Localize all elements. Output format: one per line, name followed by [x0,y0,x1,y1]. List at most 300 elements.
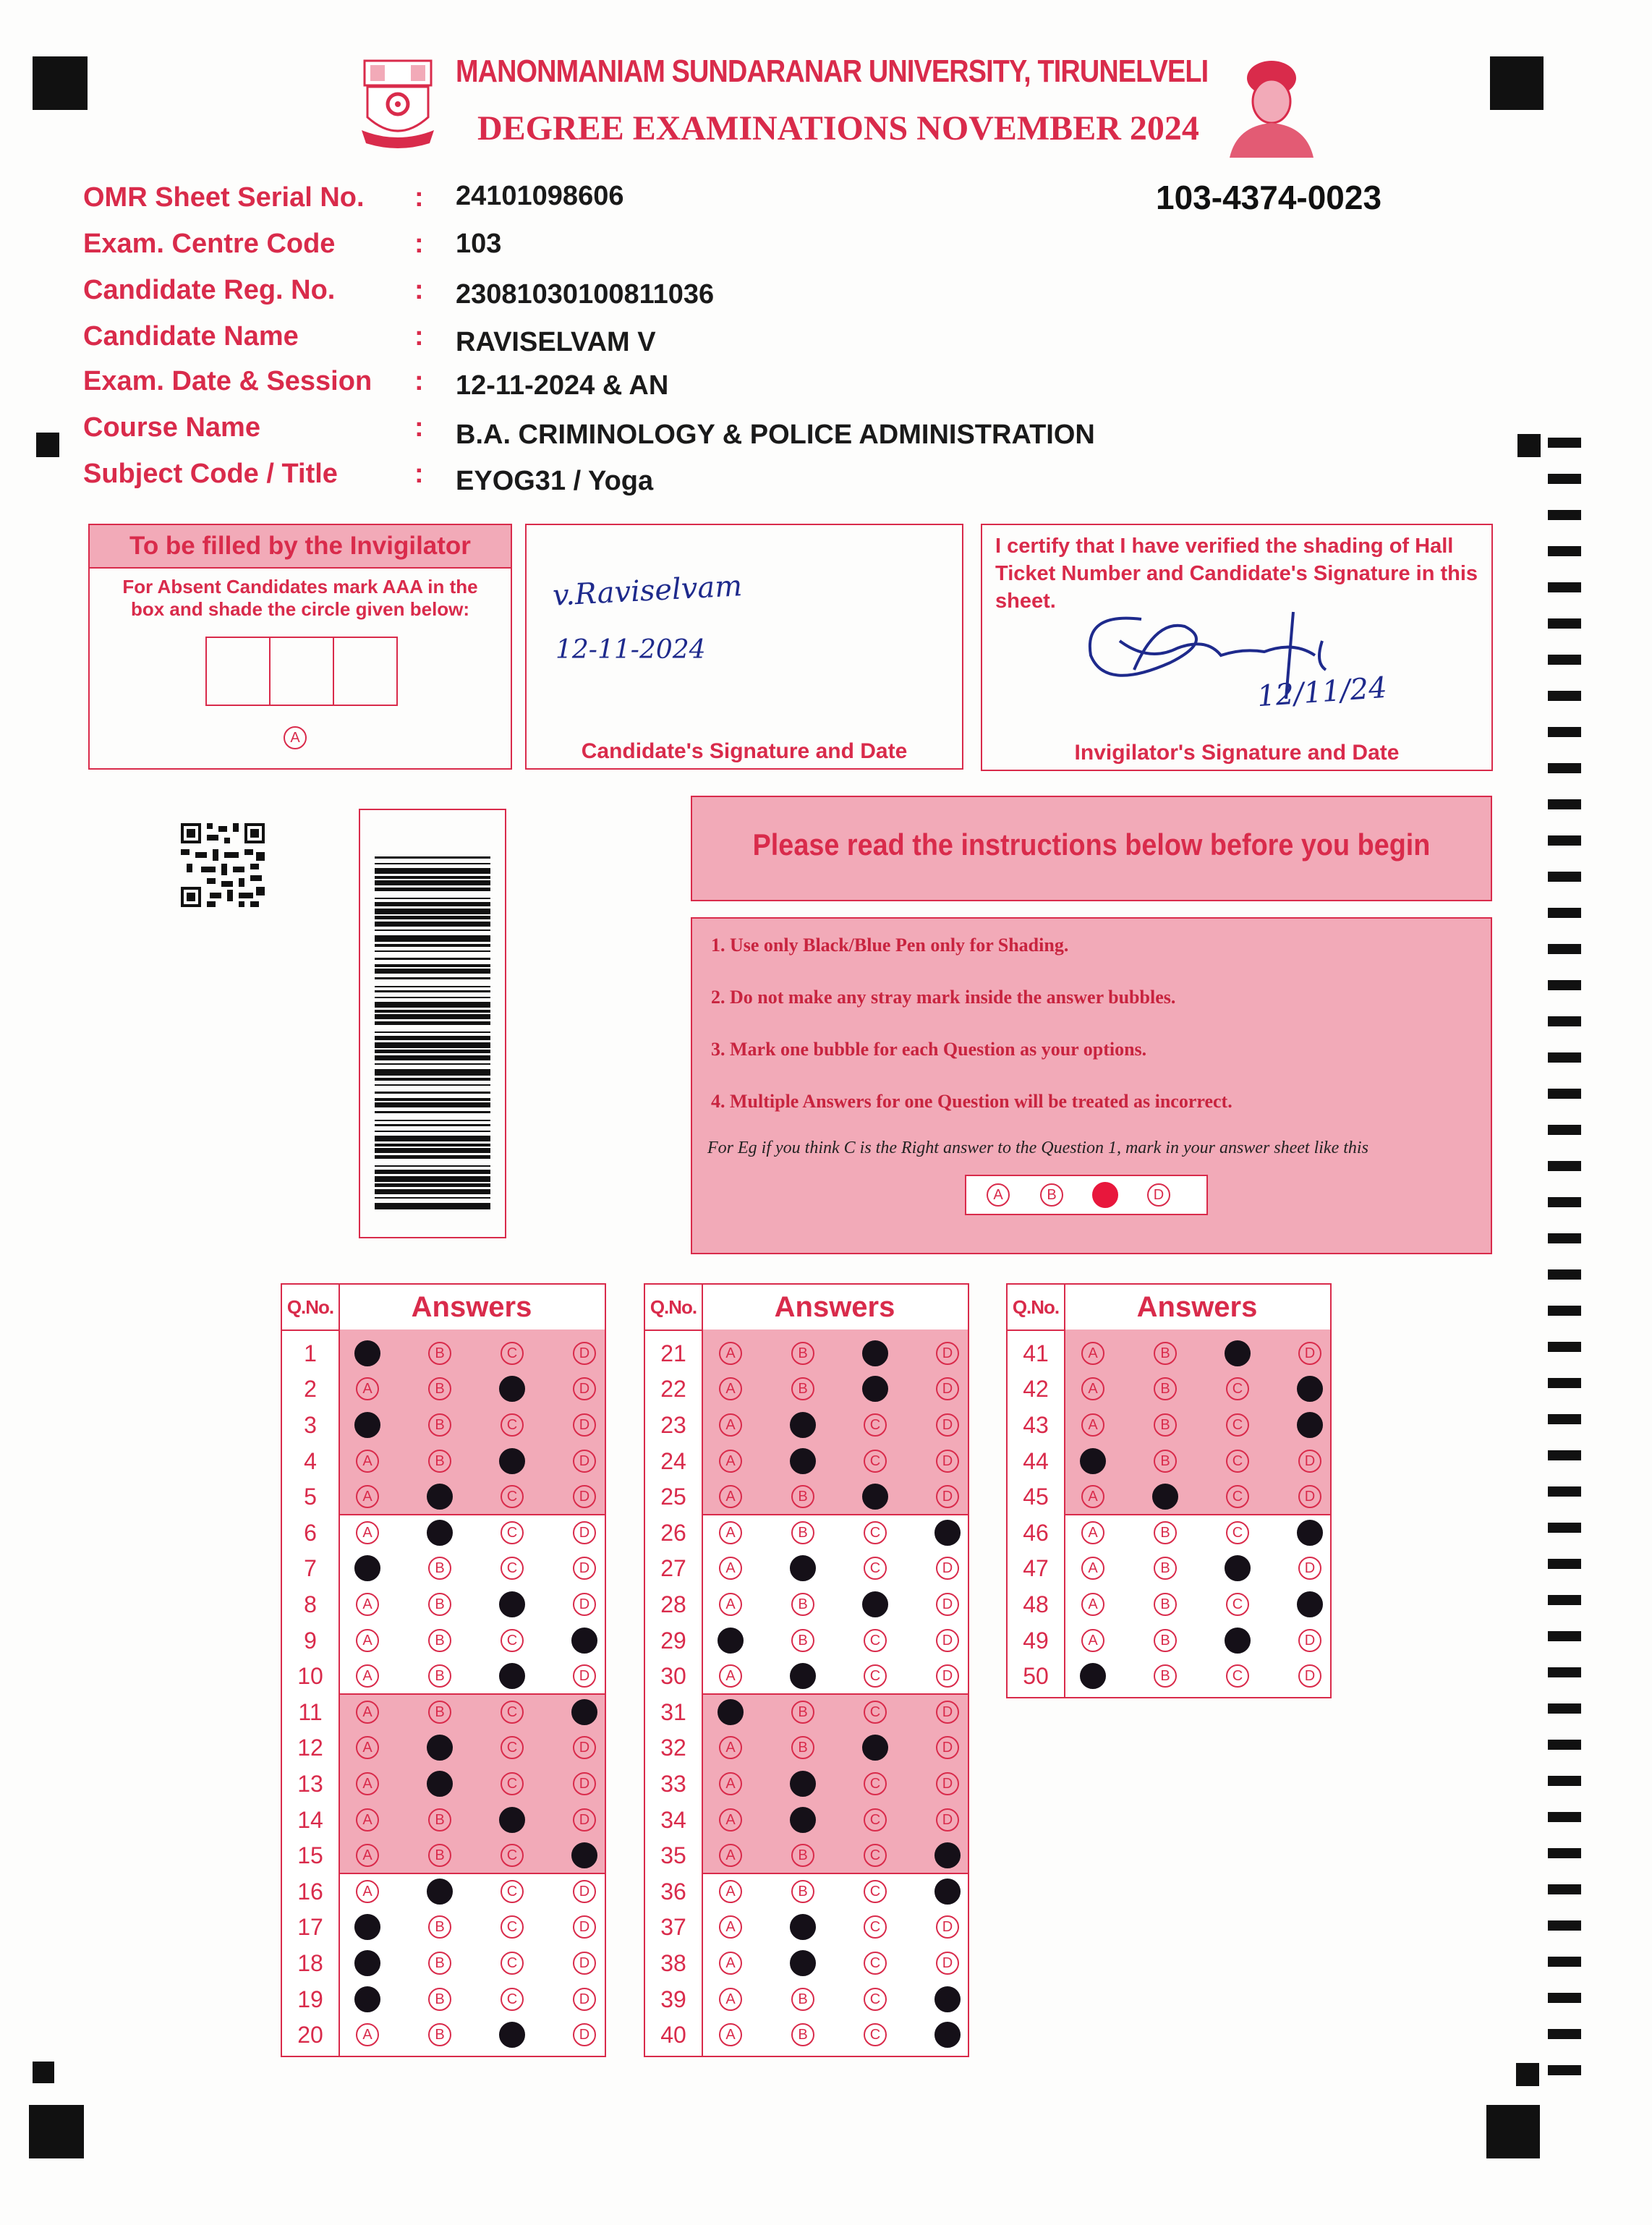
answer-bubble-q13-b[interactable] [427,1771,453,1797]
answer-bubble-q47-c[interactable] [1225,1555,1251,1581]
question-number: 43 [1023,1412,1049,1438]
question-number: 37 [660,1914,686,1941]
answer-bubble-q50-c[interactable]: C [1226,1664,1249,1688]
question-number: 9 [304,1627,317,1654]
answer-table [1006,1283,1332,1698]
answer-bubble-q32-b[interactable]: B [791,1736,814,1759]
answer-bubble-q40-c[interactable]: C [864,2023,887,2046]
answer-bubble-q15-b[interactable]: B [428,1844,451,1867]
answer-bubble-q23-b[interactable] [790,1412,816,1438]
answer-bubble-q41-c[interactable] [1225,1340,1251,1366]
answer-bubble-q41-b[interactable]: B [1154,1342,1177,1365]
timing-mark [1516,2063,1539,2086]
question-number: 44 [1023,1447,1049,1474]
invigilator-certify-box [981,524,1493,771]
timing-mark [1548,1848,1581,1858]
absent-circle[interactable]: A [284,726,307,749]
answer-bubble-q44-a[interactable] [1080,1448,1106,1474]
answer-bubble-q30-b[interactable] [790,1663,816,1689]
answer-bubble-q37-c[interactable]: C [864,1915,887,1939]
answer-bubble-q18-d[interactable]: D [573,1952,596,1975]
barcode [375,856,490,1201]
answer-bubble-q46-b[interactable]: B [1154,1521,1177,1544]
answer-bubble-q45-d[interactable]: D [1298,1485,1321,1508]
answer-bubble-q34-c[interactable]: C [864,1808,887,1832]
invigilator-signature-date: 12/11/24 [1256,671,1389,714]
answer-bubble-q33-c[interactable]: C [864,1772,887,1795]
answer-bubble-q19-c[interactable]: C [501,1988,524,2011]
answer-bubble-q27-d[interactable]: D [936,1557,959,1580]
question-number: 50 [1023,1663,1049,1690]
answer-bubble-q14-b[interactable]: B [428,1808,451,1832]
answer-bubble-q14-c[interactable] [499,1807,525,1833]
field-colon: : [414,182,424,213]
answer-bubble-q46-a[interactable]: A [1081,1521,1104,1544]
answer-bubble-q48-b[interactable]: B [1154,1593,1177,1616]
answer-bubble-q12-c[interactable]: C [501,1736,524,1759]
timing-mark [1490,56,1544,110]
field-colon: : [414,321,424,352]
answer-bubble-q29-d[interactable]: D [936,1629,959,1652]
field-colon: : [414,275,424,305]
qno-header: Q.No. [1008,1285,1065,1330]
field-label-centre-code: Exam. Centre Code [83,229,336,259]
example-bubble-c [1092,1182,1118,1208]
question-number: 8 [304,1591,317,1617]
answer-bubble-q43-a[interactable]: A [1081,1413,1104,1437]
answer-bubble-q27-b[interactable] [790,1555,816,1581]
answer-bubble-q33-b[interactable] [790,1771,816,1797]
answer-bubble-q7-a[interactable] [354,1555,380,1581]
timing-mark [1548,944,1581,954]
answer-bubble-q23-d[interactable]: D [936,1413,959,1437]
question-number: 30 [660,1663,686,1690]
answers-header: Answers [411,1291,532,1323]
row-group-divider [703,1514,968,1515]
answer-bubble-q22-d[interactable]: D [936,1377,959,1400]
answer-bubble-q49-d[interactable]: D [1298,1629,1321,1652]
answer-bubble-q18-b[interactable]: B [428,1952,451,1975]
field-value-course-name: B.A. CRIMINOLOGY & POLICE ADMINISTRATION [456,420,1095,450]
answer-bubble-q27-c[interactable]: C [864,1557,887,1580]
answer-bubble-q47-d[interactable]: D [1298,1557,1321,1580]
answer-bubble-q10-a[interactable]: A [356,1664,379,1688]
timing-mark [1548,655,1581,665]
answer-bubble-q36-c[interactable]: C [864,1880,887,1903]
answer-bubble-q39-b[interactable]: B [791,1988,814,2011]
row-group-divider [703,1873,968,1874]
timing-mark [1548,1233,1581,1243]
answer-bubble-q30-c[interactable]: C [864,1664,887,1688]
answer-bubble-q31-c[interactable]: C [864,1701,887,1724]
answer-bubble-q6-a[interactable]: A [356,1521,379,1544]
answer-bubble-q49-c[interactable] [1225,1628,1251,1654]
answer-bubble-q21-c[interactable] [862,1340,888,1366]
answer-bubble-q20-d[interactable]: D [573,2023,596,2046]
question-number: 21 [660,1340,686,1366]
answer-bubble-q32-d[interactable]: D [936,1736,959,1759]
answer-bubble-q35-b[interactable]: B [791,1844,814,1867]
answer-bubble-q21-d[interactable]: D [936,1342,959,1365]
answer-bubble-q46-c[interactable]: C [1226,1521,1249,1544]
field-value-exam-date: 12-11-2024 & AN [456,370,669,401]
timing-mark [1548,1812,1581,1822]
answer-bubble-q48-c[interactable]: C [1226,1593,1249,1616]
timing-mark [1486,2105,1540,2158]
answer-bubble-q39-d[interactable] [934,1986,961,2012]
question-number: 7 [304,1555,317,1582]
answer-bubble-q24-b[interactable] [790,1448,816,1474]
answer-bubble-q24-a[interactable]: A [719,1450,742,1473]
row-group-divider [703,1693,968,1695]
answer-bubble-q1-c[interactable]: C [501,1342,524,1365]
timing-mark [1548,1631,1581,1641]
answer-bubble-q28-b[interactable]: B [791,1593,814,1616]
answer-bubble-q26-a[interactable]: A [719,1521,742,1544]
question-number: 14 [297,1806,323,1833]
answer-bubble-q31-a[interactable] [718,1699,744,1725]
question-number: 19 [297,1986,323,2012]
question-number: 38 [660,1950,686,1976]
candidate-signature[interactable]: v.Raviselvam [551,569,744,613]
barcode-box [359,809,506,1238]
timing-mark [1548,1197,1581,1207]
answer-bubble-q25-b[interactable]: B [791,1485,814,1508]
answer-bubble-q43-c[interactable]: C [1226,1413,1249,1437]
answer-bubble-q41-a[interactable]: A [1081,1342,1104,1365]
answer-bubble-q9-a[interactable]: A [356,1629,379,1652]
question-number: 27 [660,1555,686,1582]
answer-bubble-q45-b[interactable] [1152,1484,1178,1510]
answer-bubble-q29-b[interactable]: B [791,1629,814,1652]
candidate-signature-date[interactable]: 12-11-2024 [555,635,706,665]
answer-bubble-q34-a[interactable]: A [719,1808,742,1832]
answer-bubble-q35-d[interactable] [934,1842,961,1868]
answer-bubble-q3-a[interactable] [354,1412,380,1438]
answer-bubble-q45-a[interactable]: A [1081,1485,1104,1508]
answer-bubble-q19-d[interactable]: D [573,1988,596,2011]
answer-bubble-q34-d[interactable]: D [936,1808,959,1832]
answer-bubble-q26-c[interactable]: C [864,1521,887,1544]
answer-bubble-q12-a[interactable]: A [356,1736,379,1759]
answer-bubble-q10-d[interactable]: D [573,1664,596,1688]
timing-mark [33,2062,54,2083]
answer-bubble-q1-b[interactable]: B [428,1342,451,1365]
field-label-reg-no: Candidate Reg. No. [83,275,336,305]
question-number: 45 [1023,1484,1049,1510]
answer-bubble-q15-d[interactable] [571,1842,597,1868]
answer-bubble-q22-b[interactable]: B [791,1377,814,1400]
question-number: 42 [1023,1376,1049,1403]
answer-bubble-q18-a[interactable] [354,1950,380,1976]
answer-bubble-q25-c[interactable] [862,1484,888,1510]
answer-bubble-q17-c[interactable]: C [501,1915,524,1939]
example-bubble-a: A [987,1183,1010,1207]
question-number: 46 [1023,1519,1049,1546]
answer-bubble-q40-a[interactable]: A [719,2023,742,2046]
answer-bubble-q30-d[interactable]: D [936,1664,959,1688]
answer-bubble-q21-a[interactable]: A [719,1342,742,1365]
timing-mark [1548,1378,1581,1388]
answer-bubble-q40-d[interactable] [934,2022,961,2048]
answer-bubble-q10-c[interactable] [499,1663,525,1689]
field-value-omr-serial: 24101098606 [456,181,624,211]
answer-bubble-q1-d[interactable]: D [573,1342,596,1365]
answer-bubble-q30-a[interactable]: A [719,1664,742,1688]
answer-bubble-q28-c[interactable] [862,1591,888,1617]
exam-title: DEGREE EXAMINATIONS NOVEMBER 2024 [477,109,1199,148]
answer-bubble-q6-b[interactable] [427,1520,453,1546]
answer-bubble-q8-c[interactable] [499,1591,525,1617]
answer-bubble-q16-d[interactable]: D [573,1880,596,1903]
instruction-item: 3. Mark one bubble for each Question as your options. [711,1039,1147,1060]
answer-bubble-q15-c[interactable]: C [501,1844,524,1867]
answer-bubble-q5-b[interactable] [427,1484,453,1510]
answers-header: Answers [774,1291,895,1323]
answer-bubble-q4-d[interactable]: D [573,1450,596,1473]
answer-bubble-q35-a[interactable]: A [719,1844,742,1867]
answer-bubble-q15-a[interactable]: A [356,1844,379,1867]
answer-bubble-q7-c[interactable]: C [501,1557,524,1580]
answer-bubble-q3-b[interactable]: B [428,1413,451,1437]
sheet-code: 103-4374-0023 [1156,179,1382,216]
answer-bubble-q37-b[interactable] [790,1914,816,1940]
answer-bubble-q12-d[interactable]: D [573,1736,596,1759]
answer-bubble-q9-b[interactable]: B [428,1629,451,1652]
answer-bubble-q21-b[interactable]: B [791,1342,814,1365]
answer-bubble-q19-a[interactable] [354,1986,380,2012]
answer-bubble-q42-b[interactable]: B [1154,1377,1177,1400]
answer-bubble-q6-d[interactable]: D [573,1521,596,1544]
question-number: 16 [297,1878,323,1905]
answer-bubble-q49-b[interactable]: B [1154,1629,1177,1652]
timing-mark [1548,1703,1581,1714]
field-label-candidate-name: Candidate Name [83,321,299,352]
question-number: 40 [660,2022,686,2049]
question-number: 5 [304,1484,317,1510]
answer-bubble-q23-c[interactable]: C [864,1413,887,1437]
answer-bubble-q16-a[interactable]: A [356,1880,379,1903]
answer-bubble-q47-b[interactable]: B [1154,1557,1177,1580]
invigilator-box-title: To be filled by the Invigilator [90,525,511,569]
answer-bubble-q14-a[interactable]: A [356,1808,379,1832]
answer-bubble-q43-b[interactable]: B [1154,1413,1177,1437]
field-label-exam-date: Exam. Date & Session [83,366,372,396]
answer-bubble-q13-d[interactable]: D [573,1772,596,1795]
question-number: 20 [297,2022,323,2049]
answer-bubble-q47-a[interactable]: A [1081,1557,1104,1580]
instructions-title: Please read the instructions below before you begin [752,828,1431,862]
answer-bubble-q44-d[interactable]: D [1298,1450,1321,1473]
answer-table-header [645,1285,968,1331]
answer-bubble-q38-b[interactable] [790,1950,816,1976]
answer-bubble-q41-d[interactable]: D [1298,1342,1321,1365]
answer-bubble-q2-a[interactable]: A [356,1377,379,1400]
answer-bubble-q3-c[interactable]: C [501,1413,524,1437]
answer-bubble-q17-d[interactable]: D [573,1915,596,1939]
question-number: 15 [297,1842,323,1869]
answer-bubble-q1-a[interactable] [354,1340,380,1366]
answer-bubble-q24-d[interactable]: D [936,1450,959,1473]
answer-bubble-q14-d[interactable]: D [573,1808,596,1832]
field-label-omr-serial: OMR Sheet Serial No. [83,182,365,213]
answer-bubble-q9-c[interactable]: C [501,1629,524,1652]
answer-bubble-q16-b[interactable] [427,1879,453,1905]
absent-instructions: For Absent Candidates mark AAA in the box and shade the circle given below: [122,576,478,620]
answer-bubble-q37-d[interactable]: D [936,1915,959,1939]
answer-bubble-q48-d[interactable] [1297,1591,1323,1617]
answer-bubble-q20-b[interactable]: B [428,2023,451,2046]
answer-bubble-q8-b[interactable]: B [428,1593,451,1616]
instruction-item: 1. Use only Black/Blue Pen only for Shading. [711,935,1069,956]
absent-mark-box[interactable] [205,637,398,706]
answer-bubble-q36-a[interactable]: A [719,1880,742,1903]
answer-bubble-q38-d[interactable]: D [936,1952,959,1975]
question-number: 22 [660,1376,686,1403]
answer-bubble-q7-b[interactable]: B [428,1557,451,1580]
answer-bubble-q46-d[interactable] [1297,1520,1323,1546]
answer-bubble-q50-b[interactable]: B [1154,1664,1177,1688]
question-number: 13 [297,1771,323,1797]
question-number: 35 [660,1842,686,1869]
question-number: 3 [304,1412,317,1438]
answer-bubble-q2-d[interactable]: D [573,1377,596,1400]
answer-bubble-q8-d[interactable]: D [573,1593,596,1616]
timing-mark [36,433,59,457]
answer-bubble-q25-a[interactable]: A [719,1485,742,1508]
answer-bubble-q9-d[interactable] [571,1628,597,1654]
answer-bubble-q26-d[interactable] [934,1520,961,1546]
answer-bubble-q44-c[interactable]: C [1226,1450,1249,1473]
field-value-reg-no: 23081030100811036 [456,279,715,310]
question-number: 34 [660,1806,686,1833]
answer-bubble-q22-a[interactable]: A [719,1377,742,1400]
timing-mark [1548,474,1581,484]
answer-bubble-q5-d[interactable]: D [573,1485,596,1508]
answer-bubble-q35-c[interactable]: C [864,1844,887,1867]
answer-bubble-q34-b[interactable] [790,1807,816,1833]
answer-bubble-q50-a[interactable] [1080,1663,1106,1689]
answer-bubble-q43-d[interactable] [1297,1412,1323,1438]
timing-mark [1548,618,1581,629]
answer-bubble-q17-a[interactable] [354,1914,380,1940]
row-group-band [1065,1330,1330,1515]
answer-bubble-q50-d[interactable]: D [1298,1664,1321,1688]
answer-bubble-q40-b[interactable]: B [791,2023,814,2046]
timing-mark [1548,1016,1581,1026]
timing-mark [1548,1161,1581,1171]
answer-bubble-q23-a[interactable]: A [719,1413,742,1437]
answer-bubble-q32-a[interactable]: A [719,1736,742,1759]
invigilator-box [88,524,512,770]
answer-bubble-q6-c[interactable]: C [501,1521,524,1544]
row-group-band [703,1330,968,1515]
answer-bubble-q2-b[interactable]: B [428,1377,451,1400]
row-group-band [703,1694,968,1873]
answer-bubble-q11-a[interactable]: A [356,1701,379,1724]
answer-bubble-q20-a[interactable]: A [356,2023,379,2046]
instruction-item: 2. Do not make any stray mark inside the answer bubbles. [711,987,1176,1008]
answer-bubble-q42-a[interactable]: A [1081,1377,1104,1400]
answer-bubble-q31-d[interactable]: D [936,1701,959,1724]
answer-bubble-q42-c[interactable]: C [1226,1377,1249,1400]
answer-bubble-q19-b[interactable]: B [428,1988,451,2011]
answer-bubble-q3-d[interactable]: D [573,1413,596,1437]
answer-bubble-q38-c[interactable]: C [864,1952,887,1975]
answer-bubble-q33-a[interactable]: A [719,1772,742,1795]
answer-bubble-q31-b[interactable]: B [791,1701,814,1724]
timing-mark [1548,1776,1581,1786]
timing-mark [1548,1559,1581,1569]
answer-bubble-q45-c[interactable]: C [1226,1485,1249,1508]
answer-bubble-q8-a[interactable]: A [356,1593,379,1616]
timing-mark [1548,1125,1581,1135]
field-colon: : [414,366,424,396]
answer-bubble-q17-b[interactable]: B [428,1915,451,1939]
answer-bubble-q11-b[interactable]: B [428,1701,451,1724]
answer-bubble-q5-a[interactable]: A [356,1485,379,1508]
answer-bubble-q39-a[interactable]: A [719,1988,742,2011]
answer-bubble-q4-a[interactable]: A [356,1450,379,1473]
answer-bubble-q29-a[interactable] [718,1628,744,1654]
answer-bubble-q5-c[interactable]: C [501,1485,524,1508]
answer-bubble-q36-b[interactable]: B [791,1880,814,1903]
answer-bubble-q27-a[interactable]: A [719,1557,742,1580]
row-group-divider [340,1693,605,1695]
answer-bubble-q28-a[interactable]: A [719,1593,742,1616]
answer-bubble-q13-a[interactable]: A [356,1772,379,1795]
answer-bubble-q48-a[interactable]: A [1081,1593,1104,1616]
question-number: 26 [660,1519,686,1546]
timing-mark [1548,2065,1581,2075]
answer-bubble-q16-c[interactable]: C [501,1880,524,1903]
candidate-signature-caption: Candidate's Signature and Date [581,739,908,763]
answer-bubble-q24-c[interactable]: C [864,1450,887,1473]
answer-bubble-q49-a[interactable]: A [1081,1629,1104,1652]
timing-mark [1548,872,1581,882]
question-number: 12 [297,1735,323,1761]
answer-bubble-q11-d[interactable] [571,1699,597,1725]
answer-bubble-q26-b[interactable]: B [791,1521,814,1544]
answer-bubble-q33-d[interactable]: D [936,1772,959,1795]
answer-bubble-q28-d[interactable]: D [936,1593,959,1616]
row-group-divider [340,1873,605,1874]
answer-bubble-q20-c[interactable] [499,2022,525,2048]
qr-code [181,823,265,907]
answer-bubble-q36-d[interactable] [934,1879,961,1905]
answer-bubble-q29-c[interactable]: C [864,1629,887,1652]
answer-bubble-q39-c[interactable]: C [864,1988,887,2011]
answer-bubble-q44-b[interactable]: B [1154,1450,1177,1473]
answer-bubble-q25-d[interactable]: D [936,1485,959,1508]
timing-mark [1548,1052,1581,1063]
answer-bubble-q37-a[interactable]: A [719,1915,742,1939]
question-number: 2 [304,1376,317,1403]
answer-bubble-q4-c[interactable] [499,1448,525,1474]
answer-bubble-q38-a[interactable]: A [719,1952,742,1975]
answer-bubble-q4-b[interactable]: B [428,1450,451,1473]
timing-mark [1548,1595,1581,1605]
university-logo [357,58,438,152]
answer-bubble-q10-b[interactable]: B [428,1664,451,1688]
answer-bubble-q18-c[interactable]: C [501,1952,524,1975]
answer-bubble-q7-d[interactable]: D [573,1557,596,1580]
answer-bubble-q13-c[interactable]: C [501,1772,524,1795]
question-number: 11 [298,1698,323,1725]
example-bubble-b: B [1040,1183,1063,1207]
timing-mark [1548,1450,1581,1460]
answer-bubble-q11-c[interactable]: C [501,1701,524,1724]
